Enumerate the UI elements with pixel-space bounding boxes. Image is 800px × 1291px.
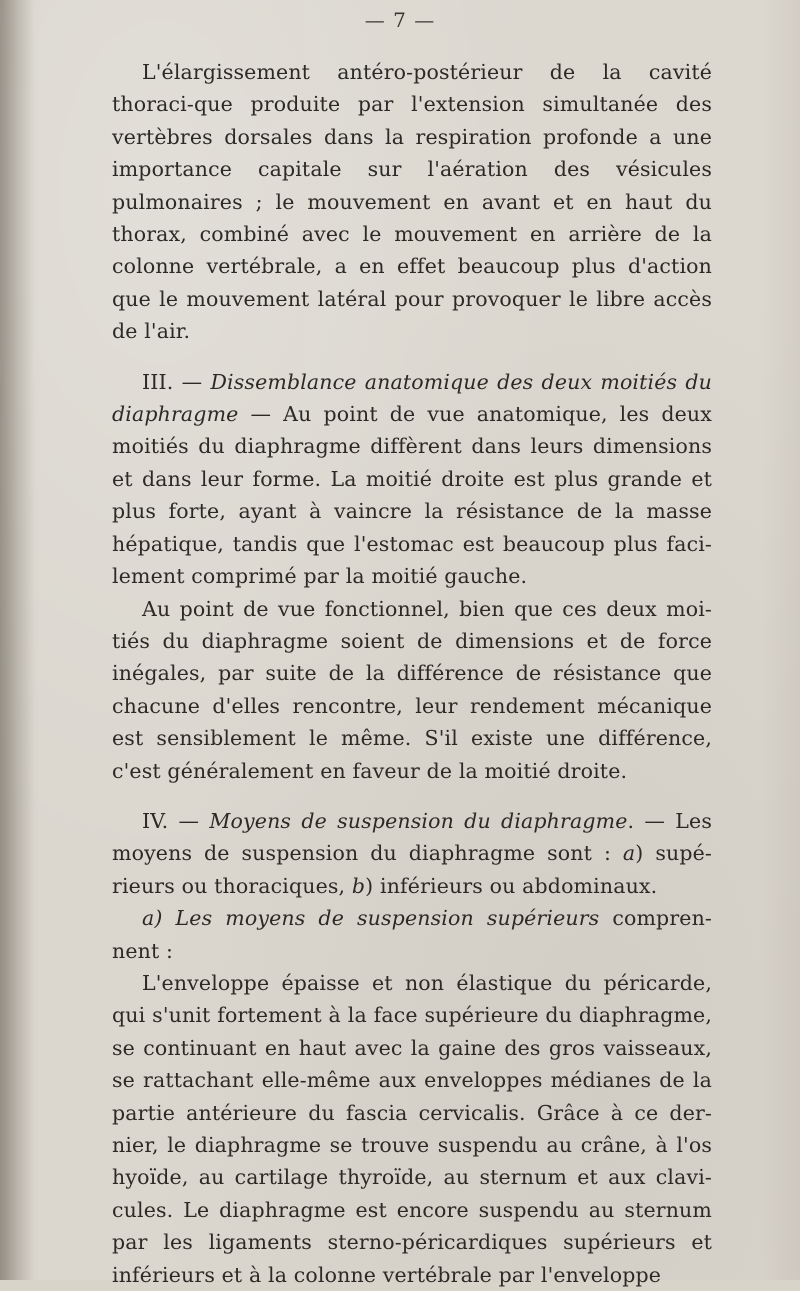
page-edge-shadow xyxy=(0,0,34,1280)
subsection-a-letter: a xyxy=(142,906,155,931)
section-4-paragraph xyxy=(112,805,712,902)
subsection-a-title: ) Les moyens de suspension supérieurs xyxy=(154,906,600,931)
subsection-a-text: compren-nent : xyxy=(112,906,712,963)
paragraph-pericardium: L'enveloppe épaisse et non élastique du péricarde, qui s'unit fortement à la face supérieure du diaphragme, se continuant en haut avec la gaine des gros vaisseaux, se rattachant elle-même aux enveloppes médianes de la partie antérieure du fascia cervicalis. Grâce à ce der-nier, le diaphragme se trouve suspendu au crâne, à l'os hyoïde, au cartilage thyroïde, au sternum et aux clavi-cules. Le diaphragme est encore suspendu au sternum par les ligaments sterno-péricardiques supérieurs et inférieurs et à la colonne vertébrale par l'enveloppe xyxy=(112,970,712,1287)
section-4-intro-a: . — Les moyens de suspension du diaphragme sont : xyxy=(112,808,712,866)
section-4-intro-b: ) supé-rieurs ou thoraciques, xyxy=(112,841,713,898)
page-number: — 7 — xyxy=(364,8,436,32)
section-3-paragraph-2: Au point de vue fonctionnel, bien que ces deux moi-tiés du diaphragme soient de dimensions et de force inégales, par suite de la différence de résistance que chacune d'elles rencontre, leur rendement mécanique est sensiblement le même. S'il existe une différence, c'est généralement en faveur de la moitié droite. xyxy=(112,596,712,783)
section-4-title: Moyens de suspension du diaphragme xyxy=(209,808,628,833)
subsection-a-heading xyxy=(112,902,712,967)
paragraph-thorax-expansion: L'élargissement antéro-postérieur de la cavité thoraci-que produite par l'extension simultanée des vertèbres dorsales dans la respiration profonde a une importance capitale sur l'aération des vésicules pulmonaires ; le mouvement en avant et en haut du thorax, combiné avec le mouvement en arrière de la colonne vertébrale, a en effet beaucoup plus d'action que le mouvement latéral pour provoquer le libre accès de l'air. xyxy=(112,60,712,344)
section-3-text: — Au point de vue anatomique, les deux moitiés du diaphragme diffèrent dans leurs dimensions et dans leur forme. La moitié droite est plus grande et plus forte, ayant à vaincre la résistance de la masse hépatique, tandis que l'estomac est beaucoup plus faci-lement comprimé par la moitié gauche. xyxy=(112,402,712,589)
item-a-letter: a xyxy=(622,841,636,866)
section-4-intro-c: ) inférieurs ou abdominaux. xyxy=(365,873,658,898)
section-3-title: Dissemblance anatomique des deux moitiés du diaphragme xyxy=(112,369,713,427)
section-3-paragraph xyxy=(112,366,712,593)
page-body xyxy=(112,56,712,1291)
item-b-letter: b xyxy=(351,873,366,898)
section-3-number: III. — xyxy=(142,369,203,394)
section-4-number: IV. — xyxy=(142,808,200,833)
